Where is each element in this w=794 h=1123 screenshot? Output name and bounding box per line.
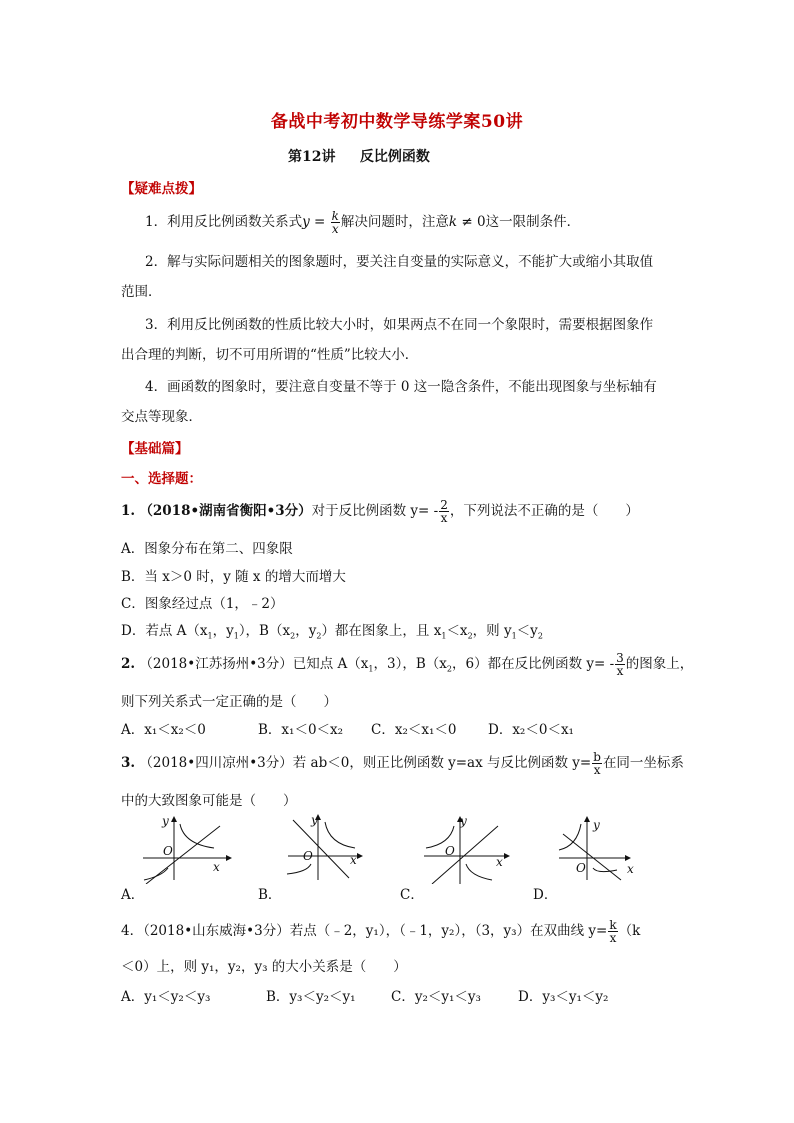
q3-graph-a-x-label: x bbox=[213, 860, 220, 874]
q4-stem-line-2: ＜0）上，则 y₁，y₂，y₃ 的大小关系是（ ） bbox=[121, 959, 407, 975]
q2-fraction bbox=[615, 652, 625, 677]
q3-number: 3. bbox=[121, 755, 136, 771]
q4-stem-part: （k bbox=[618, 923, 641, 939]
q4-fraction bbox=[608, 919, 617, 944]
q1-d-part: ，y bbox=[295, 623, 317, 639]
q2-option-d: D．x₂＜0＜x₁ bbox=[488, 722, 574, 738]
q3-graph-a-y-label: y bbox=[162, 814, 169, 828]
q1-stem bbox=[121, 499, 639, 524]
q1-d-part: ），B（x bbox=[238, 623, 291, 639]
q3-stem-line-2: 中的大致图象可能是（ ） bbox=[121, 793, 297, 809]
tip-1-text-b: 解决问题时，注意 bbox=[340, 214, 449, 230]
tip-1-eq: = bbox=[309, 214, 330, 230]
basic-heading: 【基础篇】 bbox=[121, 441, 189, 457]
q4-option-b: B．y₃＜y₂＜y₁ bbox=[266, 989, 356, 1005]
q1-d-sub: 1 bbox=[207, 631, 213, 641]
q1-d-sub: 1 bbox=[441, 631, 447, 641]
q1-d-part: D．若点 A（x bbox=[121, 623, 208, 639]
tip-4-line-2: 交点等现象． bbox=[121, 409, 202, 425]
q1-stem-b: ，下列说法不正确的是（ ） bbox=[449, 503, 639, 519]
tip-1-frac-den: x bbox=[331, 222, 339, 236]
q1-d-part: ）都在图象上，且 x bbox=[321, 623, 442, 639]
q3-graph-d-y-label: y bbox=[593, 818, 600, 832]
q2-frac-den: x bbox=[616, 664, 624, 678]
q2-sub: 2 bbox=[446, 664, 452, 674]
q2-stem-part: （2018•江苏扬州•3分）已知点 A（x bbox=[139, 656, 369, 672]
q1-option-b: B．当 x＞0 时，y 随 x 的增大而增大 bbox=[121, 569, 346, 585]
q3-fraction bbox=[592, 751, 602, 776]
tips-heading: 【疑难点拨】 bbox=[121, 181, 202, 197]
q1-number: 1. bbox=[121, 503, 136, 519]
q3-graph-b-x-label: x bbox=[350, 853, 357, 867]
q1-fraction bbox=[439, 499, 449, 524]
q1-stem-a: 对于反比例函数 y= - bbox=[311, 503, 439, 519]
q1-d-sub: 1 bbox=[511, 631, 517, 641]
q4-option-c: C．y₂＜y₁＜y₃ bbox=[391, 989, 481, 1005]
tip-1-text-c: ≠ 0这一限制条件． bbox=[457, 214, 581, 230]
q3-graph-b-origin: O bbox=[303, 849, 313, 863]
q1-d-sub: 2 bbox=[290, 631, 296, 641]
q3-graph-c-origin: O bbox=[445, 844, 455, 858]
lesson-number: 第12讲 bbox=[288, 149, 336, 165]
page-title: 备战中考初中数学导练学案50讲 bbox=[270, 112, 524, 132]
q3-graph-c bbox=[420, 814, 520, 884]
q2-sub: 1 bbox=[368, 664, 374, 674]
tip-2-line-2: 范围． bbox=[121, 284, 162, 300]
q2-option-a: A．x₁＜x₂＜0 bbox=[121, 722, 206, 738]
q3-graph-b-y-label: y bbox=[311, 813, 318, 827]
q3-graph-d-x-label: x bbox=[627, 862, 634, 876]
q3-label-c: C． bbox=[400, 887, 424, 903]
q1-d-part: ＜y bbox=[516, 623, 538, 639]
q3-stem bbox=[121, 751, 684, 776]
q1-frac-den: x bbox=[440, 511, 448, 525]
tip-3-line-1: 3．利用反比例函数的性质比较大小时，如果两点不在同一个象限时，需要根据图象作 bbox=[145, 317, 654, 333]
tip-1-k: k bbox=[448, 214, 458, 230]
q3-frac-num: b bbox=[593, 750, 601, 764]
tip-3-line-2: 出合理的判断，切不可用所谓的“性质”比较大小． bbox=[121, 347, 419, 363]
lesson-subtitle bbox=[288, 146, 430, 166]
q1-option-c: C．图象经过点（1，﹣2） bbox=[121, 596, 284, 612]
tip-4-line-1: 4．画函数的图象时，要注意自变量不等于 0 这一隐含条件，不能出现图象与坐标轴有 bbox=[145, 379, 657, 395]
tip-1-frac-num: k bbox=[331, 209, 339, 223]
q3-graph-a-origin: O bbox=[163, 844, 173, 858]
lesson-topic: 反比例函数 bbox=[359, 149, 430, 165]
tip-1-fraction bbox=[331, 210, 340, 235]
q1-d-part: ，则 y bbox=[472, 623, 512, 639]
tip-2-line-1: 2．解与实际问题相关的图象题时，要关注自变量的实际意义，不能扩大或缩小其取值 bbox=[145, 254, 654, 270]
q2-option-c: C．x₂＜x₁＜0 bbox=[371, 722, 457, 738]
q3-graph-c-x-label: x bbox=[496, 855, 503, 869]
tip-1-y: y bbox=[302, 214, 310, 230]
q4-option-a: A．y₁＜y₂＜y₃ bbox=[121, 989, 211, 1005]
q1-d-sub: 1 bbox=[233, 631, 239, 641]
q3-frac-den: x bbox=[593, 763, 601, 777]
q1-frac-num: 2 bbox=[440, 498, 448, 512]
q4-stem bbox=[121, 919, 640, 944]
q2-number: 2. bbox=[121, 656, 136, 672]
q2-stem-part: ，6）都在反比例函数 y= - bbox=[451, 656, 615, 672]
q4-frac-den: x bbox=[609, 931, 617, 945]
q2-stem bbox=[121, 652, 693, 677]
q2-option-b: B．x₁＜0＜x₂ bbox=[258, 722, 344, 738]
choice-heading: 一、选择题： bbox=[121, 471, 202, 487]
q3-stem-part: 在同一坐标系 bbox=[602, 755, 684, 771]
q2-frac-num: 3 bbox=[616, 651, 624, 665]
q1-source: （2018•湖南省衡阳•3分） bbox=[139, 503, 312, 519]
q3-label-a: A． bbox=[121, 887, 145, 903]
q4-stem-part: 4．（2018•山东威海•3分）若点（﹣2，y₁），（﹣1，y₂），（3，y₃）在双曲线 y= bbox=[121, 923, 608, 939]
tip-1-text-a: 1．利用反比例函数关系式 bbox=[145, 214, 303, 230]
q2-stem-line-2: 则下列关系式一定正确的是（ ） bbox=[121, 694, 337, 710]
q3-graph-b bbox=[283, 814, 378, 884]
q2-stem-part: ，3），B（x bbox=[373, 656, 447, 672]
q3-graph-d-origin: O bbox=[576, 861, 586, 875]
q3-stem-part: （2018•四川凉州•3分）若 ab＜0，则正比例函数 y=ax 与反比例函数 y= bbox=[139, 755, 592, 771]
q1-d-sub: 2 bbox=[467, 631, 473, 641]
q1-d-sub: 2 bbox=[316, 631, 322, 641]
q4-option-d: D．y₃＜y₁＜y₂ bbox=[518, 989, 609, 1005]
q2-stem-part: 的图象上， bbox=[625, 656, 694, 672]
q1-d-part: ＜x bbox=[446, 623, 468, 639]
q1-d-sub: 2 bbox=[537, 631, 543, 641]
tip-1 bbox=[145, 210, 580, 235]
q3-label-b: B． bbox=[258, 887, 282, 903]
q1-d-part: ，y bbox=[212, 623, 234, 639]
q1-option-d bbox=[121, 619, 543, 641]
q1-option-a: A．图象分布在第二、四象限 bbox=[121, 541, 293, 557]
q3-graph-c-y-label: y bbox=[460, 814, 467, 828]
q3-label-d: D． bbox=[533, 887, 558, 903]
q4-frac-num: k bbox=[609, 918, 617, 932]
